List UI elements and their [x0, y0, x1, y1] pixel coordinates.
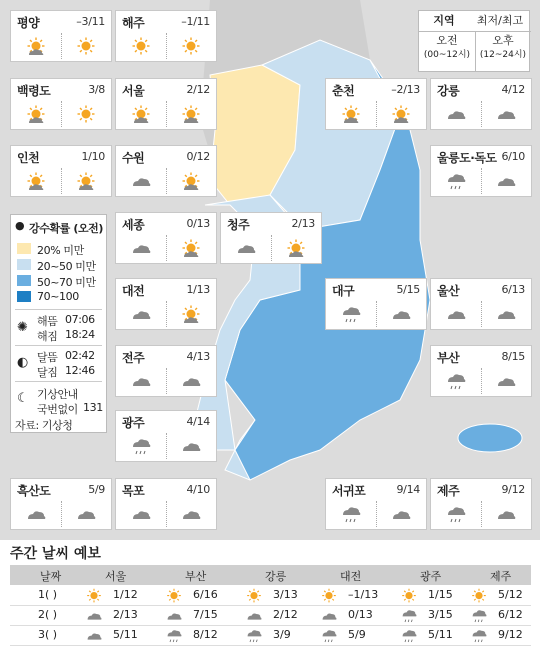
- city-name: 평양: [17, 16, 40, 30]
- cloud-rain-icon: [340, 505, 362, 525]
- moonset-label: 달짐: [37, 366, 58, 379]
- weekly-temp: 6/16: [193, 588, 218, 601]
- forecast-key: [418, 10, 530, 72]
- cloud-icon: [130, 305, 152, 325]
- city-name: 청주: [227, 218, 250, 232]
- weekly-temp: 1/15: [428, 588, 453, 601]
- tel-label: 기상안내: [37, 388, 78, 401]
- city-temp: 4/10: [186, 483, 210, 496]
- city-card: [430, 145, 532, 197]
- cloud-icon: [445, 305, 467, 325]
- legend-title: 강수확률 (오전): [29, 222, 104, 235]
- cloud-rain-icon: [245, 628, 263, 647]
- rain-icon: ●: [15, 219, 25, 232]
- weekly-temp: 3/9: [273, 628, 291, 641]
- weekly-header: [10, 565, 531, 585]
- weekly-city-header: 광주: [420, 570, 442, 583]
- weekly-temp: 5/12: [498, 588, 523, 601]
- cloud-icon: [130, 172, 152, 192]
- weekly-temp: 3/13: [273, 588, 298, 601]
- city-card: [220, 212, 322, 264]
- sun-icon: [180, 37, 202, 57]
- legend: [10, 214, 107, 433]
- city-name: 백령도: [17, 84, 51, 98]
- jeju-island: [458, 424, 522, 452]
- cloud-icon: [75, 505, 97, 525]
- cloud-rain-icon: [445, 172, 467, 192]
- key-pm: 오후: [492, 34, 514, 47]
- cloud-icon: [495, 105, 517, 125]
- cloud-rain-icon: [130, 437, 152, 457]
- city-name: 광주: [122, 416, 145, 430]
- city-temp: 1/10: [81, 150, 105, 163]
- legend-range-0: 20% 미만: [37, 244, 84, 257]
- city-card: [115, 78, 217, 130]
- city-card: [10, 78, 112, 130]
- weekly-city-header: 부산: [185, 570, 207, 583]
- sun-cloud-icon: [180, 105, 202, 125]
- weekly-city-header: 서울: [105, 570, 127, 583]
- weekly-temp: 5/11: [428, 628, 453, 641]
- cloud-rain-icon: [165, 628, 183, 647]
- city-card: [430, 345, 532, 397]
- sun-cloud-icon: [25, 172, 47, 192]
- sun-icon: [75, 37, 97, 57]
- cloud-rain-icon: [470, 628, 488, 647]
- cloud-icon: [180, 372, 202, 392]
- weekly-temp: 5/11: [113, 628, 138, 641]
- city-temp: 4/12: [501, 83, 525, 96]
- sun-shape: [472, 589, 486, 603]
- weekly-temp: 5/9: [348, 628, 366, 641]
- weekly-title: 주간 날씨 예보: [10, 546, 101, 562]
- sun-cloud-icon: [180, 172, 202, 192]
- city-card: [325, 278, 427, 330]
- sun-shape: [133, 38, 150, 55]
- city-name: 강릉: [437, 84, 460, 98]
- city-name: 서귀포: [332, 484, 366, 498]
- weekly-row: [10, 605, 531, 626]
- city-temp: –1/11: [181, 15, 210, 28]
- city-temp: 6/10: [501, 150, 525, 163]
- city-temp: 5/15: [396, 283, 420, 296]
- sun-cloud-icon: [75, 172, 97, 192]
- city-name: 춘천: [332, 84, 355, 98]
- weekly-row: [10, 625, 531, 646]
- sun-cloud-icon: [340, 105, 362, 125]
- city-card: [10, 10, 112, 62]
- city-card: [10, 478, 112, 530]
- legend-range-3: 70~100: [37, 290, 79, 303]
- weekly-city-header: 대전: [340, 570, 362, 583]
- city-temp: 5/9: [88, 483, 105, 496]
- sunrise-time: 07:06: [65, 313, 95, 326]
- city-name: 해주: [122, 16, 145, 30]
- sunset-label: 해짐: [37, 330, 58, 343]
- city-temp: 0/13: [186, 217, 210, 230]
- city-card: [325, 78, 427, 130]
- city-temp: –3/11: [76, 15, 105, 28]
- sun-icon: [130, 37, 152, 57]
- key-minmax: 최저/최고: [476, 14, 524, 27]
- sun-shape: [322, 589, 336, 603]
- cloud-icon: [130, 239, 152, 259]
- cloud-icon: [85, 628, 103, 647]
- weekly-temp: 8/12: [193, 628, 218, 641]
- tel-label-2: 국번없이: [37, 403, 78, 416]
- moonrise-label: 달뜸: [37, 351, 58, 364]
- weekly-temp: 3/15: [428, 608, 453, 621]
- city-name: 울산: [437, 284, 460, 298]
- key-pm-range: (12~24시): [479, 50, 527, 60]
- key-region: 지역: [433, 14, 455, 27]
- moonset-time: 12:46: [65, 364, 95, 377]
- sun-cloud-icon: [130, 105, 152, 125]
- sun-cloud-icon: [180, 305, 202, 325]
- legend-swatch-1: [17, 259, 31, 270]
- city-card: [430, 78, 532, 130]
- city-temp: 8/15: [501, 350, 525, 363]
- weekly-date: 2( ): [38, 608, 58, 621]
- city-name: 부산: [437, 351, 460, 365]
- cloud-icon: [445, 105, 467, 125]
- weekly-temp: –1/13: [348, 588, 379, 601]
- weekly-temp: 2/13: [113, 608, 138, 621]
- sun-icon: [75, 105, 97, 125]
- city-temp: 4/13: [186, 350, 210, 363]
- city-temp: 2/13: [291, 217, 315, 230]
- cloud-rain-icon: [400, 628, 418, 647]
- city-temp: 0/12: [186, 150, 210, 163]
- city-temp: 2/12: [186, 83, 210, 96]
- city-name: 흑산도: [17, 484, 51, 498]
- city-card: [115, 278, 217, 330]
- city-temp: 1/13: [186, 283, 210, 296]
- sunset-time: 18:24: [65, 328, 95, 341]
- cloud-icon: [130, 372, 152, 392]
- cloud-icon: [180, 505, 202, 525]
- moon-icon: ◐: [17, 355, 28, 370]
- city-name: 전주: [122, 351, 145, 365]
- key-am: 오전: [436, 34, 458, 47]
- legend-swatch-2: [17, 275, 31, 286]
- cloud-icon: [390, 505, 412, 525]
- sun-cloud-icon: [25, 105, 47, 125]
- sun-shape: [402, 589, 416, 603]
- city-temp: –2/13: [391, 83, 420, 96]
- moonrise-time: 02:42: [65, 349, 95, 362]
- city-card: [115, 478, 217, 530]
- key-am-range: (00~12시): [423, 50, 471, 60]
- city-card: [10, 145, 112, 197]
- city-card: [325, 478, 427, 530]
- weekly-row: [10, 585, 531, 606]
- sun-icon: ✺: [17, 320, 28, 335]
- weekly-temp: 2/12: [273, 608, 298, 621]
- sun-shape: [87, 589, 101, 603]
- sun-shape: [78, 106, 95, 123]
- cloud-rain-icon: [445, 505, 467, 525]
- weekly-temp: 7/15: [193, 608, 218, 621]
- legend-swatch-0: [17, 243, 31, 254]
- city-card: [115, 345, 217, 397]
- sun-cloud-icon: [390, 105, 412, 125]
- date-header: 날짜: [40, 570, 62, 583]
- cloud-icon: [495, 305, 517, 325]
- city-name: 목포: [122, 484, 145, 498]
- city-name: 대구: [332, 284, 355, 298]
- source-text: 자료: 기상청: [15, 419, 73, 432]
- city-name: 울릉도·독도: [437, 151, 497, 165]
- city-temp: 4/14: [186, 415, 210, 428]
- sun-shape: [247, 589, 261, 603]
- legend-range-1: 20~50 미만: [37, 260, 96, 273]
- city-name: 세종: [122, 218, 145, 232]
- legend-swatch-3: [17, 291, 31, 302]
- weekly-temp: 6/12: [498, 608, 523, 621]
- cloud-icon: [495, 372, 517, 392]
- sun-cloud-icon: [25, 37, 47, 57]
- sun-cloud-icon: [285, 239, 307, 259]
- weekly-date: 3( ): [38, 628, 58, 641]
- city-name: 인천: [17, 151, 40, 165]
- cloud-icon: [130, 505, 152, 525]
- city-card: [430, 478, 532, 530]
- city-temp: 9/14: [396, 483, 420, 496]
- cloud-icon: [495, 505, 517, 525]
- weekly-temp: 1/12: [113, 588, 138, 601]
- city-temp: 9/12: [501, 483, 525, 496]
- sunrise-label: 해뜸: [37, 315, 58, 328]
- city-card: [115, 145, 217, 197]
- sun-cloud-icon: [180, 239, 202, 259]
- tel-number: 131: [83, 401, 103, 414]
- cloud-rain-icon: [445, 372, 467, 392]
- cloud-icon: [235, 239, 257, 259]
- cloud-rain-icon: [340, 305, 362, 325]
- cloud-rain-icon: [320, 628, 338, 647]
- cloud-icon: [180, 437, 202, 457]
- weekly-city-header: 제주: [490, 570, 512, 583]
- weekly-date: 1( ): [38, 588, 58, 601]
- city-name: 수원: [122, 151, 145, 165]
- weekly-temp: 0/13: [348, 608, 373, 621]
- sun-shape: [78, 38, 95, 55]
- weekly-temp: 9/12: [498, 628, 523, 641]
- city-name: 대전: [122, 284, 145, 298]
- city-card: [115, 212, 217, 264]
- phone-icon: ☾: [17, 391, 29, 406]
- city-name: 서울: [122, 84, 145, 98]
- city-name: 제주: [437, 484, 460, 498]
- cloud-icon: [390, 305, 412, 325]
- cloud-icon: [25, 505, 47, 525]
- cloud-icon: [495, 172, 517, 192]
- city-temp: 3/8: [88, 83, 105, 96]
- city-card: [430, 278, 532, 330]
- city-card: [115, 410, 217, 462]
- city-temp: 6/13: [501, 283, 525, 296]
- sun-shape: [183, 38, 200, 55]
- weekly-city-header: 강릉: [265, 570, 287, 583]
- city-card: [115, 10, 217, 62]
- legend-range-2: 50~70 미만: [37, 276, 96, 289]
- sun-shape: [167, 589, 181, 603]
